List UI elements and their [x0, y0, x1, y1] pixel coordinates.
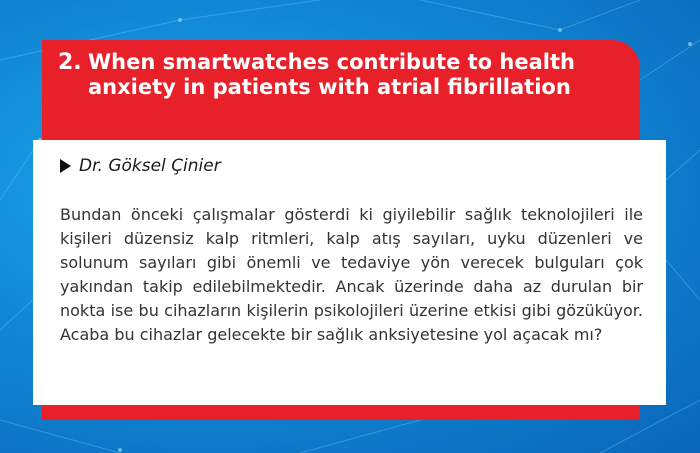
article-body: Bundan önceki çalışmalar gösterdi ki giyilebilir sağlık teknolojileri ile kişileri düzensiz kalp ritmleri, kalp atış sayıları, uyku düzenleri ve solunum sayıları gibi önemli ve tedaviye yön verecek bulguları çok yakından takip edilebilmektedir. Ancak üzerinde daha az durulan bir nokta ise bu cihazların kişilerin psikolojileri üzerine etkisi gibi gözüküyor. Acaba bu cihazlar gelecekte bir sağlık anksiyetesine yol açacak mı?: [60, 205, 643, 344]
section-number: 2.: [58, 50, 82, 75]
article-title: When smartwatches contribute to health anxiety in patients with atrial fibrillation: [88, 50, 575, 99]
author-row: [60, 155, 221, 177]
author-name: Dr. Göksel Çinier: [79, 156, 221, 176]
play-triangle-icon: [60, 159, 71, 173]
